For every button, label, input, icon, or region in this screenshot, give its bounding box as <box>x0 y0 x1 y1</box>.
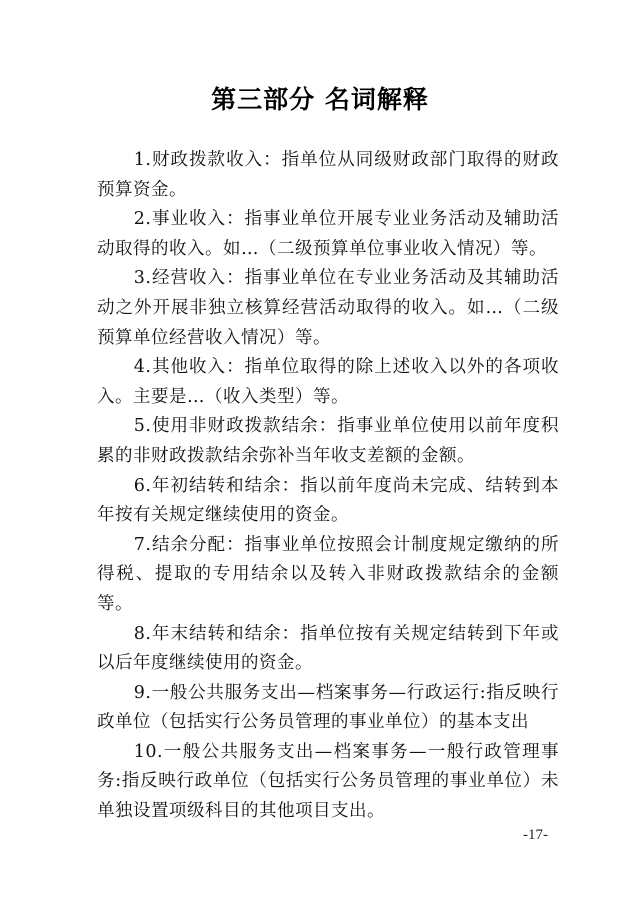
definitions-body <box>97 146 559 827</box>
definition-8: 8.年末结转和结余：指单位按有关规定结转到下年或以后年度继续使用的资金。 <box>97 623 559 674</box>
definition-6: 6.年初结转和结余：指以前年度尚未完成、结转到本年按有关规定继续使用的资金。 <box>97 475 559 526</box>
definition-5: 5.使用非财政拨款结余：指事业单位使用以前年度积累的非财政拨款结余弥补当年收支差额的金额。 <box>97 416 559 466</box>
definition-10: 10.一般公共服务支出—档案事务—一般行政管理事务:指反映行政单位（包括实行公务员管理的事业单位）未单独设置项级科目的其他项目支出。 <box>97 741 559 822</box>
definition-4: 4.其他收入：指单位取得的除上述收入以外的各项收入。主要是…（收入类型）等。 <box>97 357 559 407</box>
definition-7: 7.结余分配：指事业单位按照会计制度规定缴纳的所得税、提取的专用结余以及转入非财政拨款结余的金额等。 <box>97 534 559 614</box>
definition-9: 9.一般公共服务支出—档案事务—行政运行:指反映行政单位（包括实行公务员管理的事业单位）的基本支出 <box>97 682 559 733</box>
definition-2: 2.事业收入：指事业单位开展专业业务活动及辅助活动取得的收入。如…（二级预算单位事业收入情况）等。 <box>97 209 559 259</box>
definition-1: 1.财政拨款收入：指单位从同级财政部门取得的财政预算资金。 <box>97 150 559 200</box>
section-title: 第三部分 名词解释 <box>211 85 429 114</box>
definition-3: 3.经营收入：指事业单位在专业业务活动及其辅助活动之外开展非独立核算经营活动取得的收入。如…（二级预算单位经营收入情况）等。 <box>97 268 559 348</box>
page-number: -17- <box>523 827 548 843</box>
